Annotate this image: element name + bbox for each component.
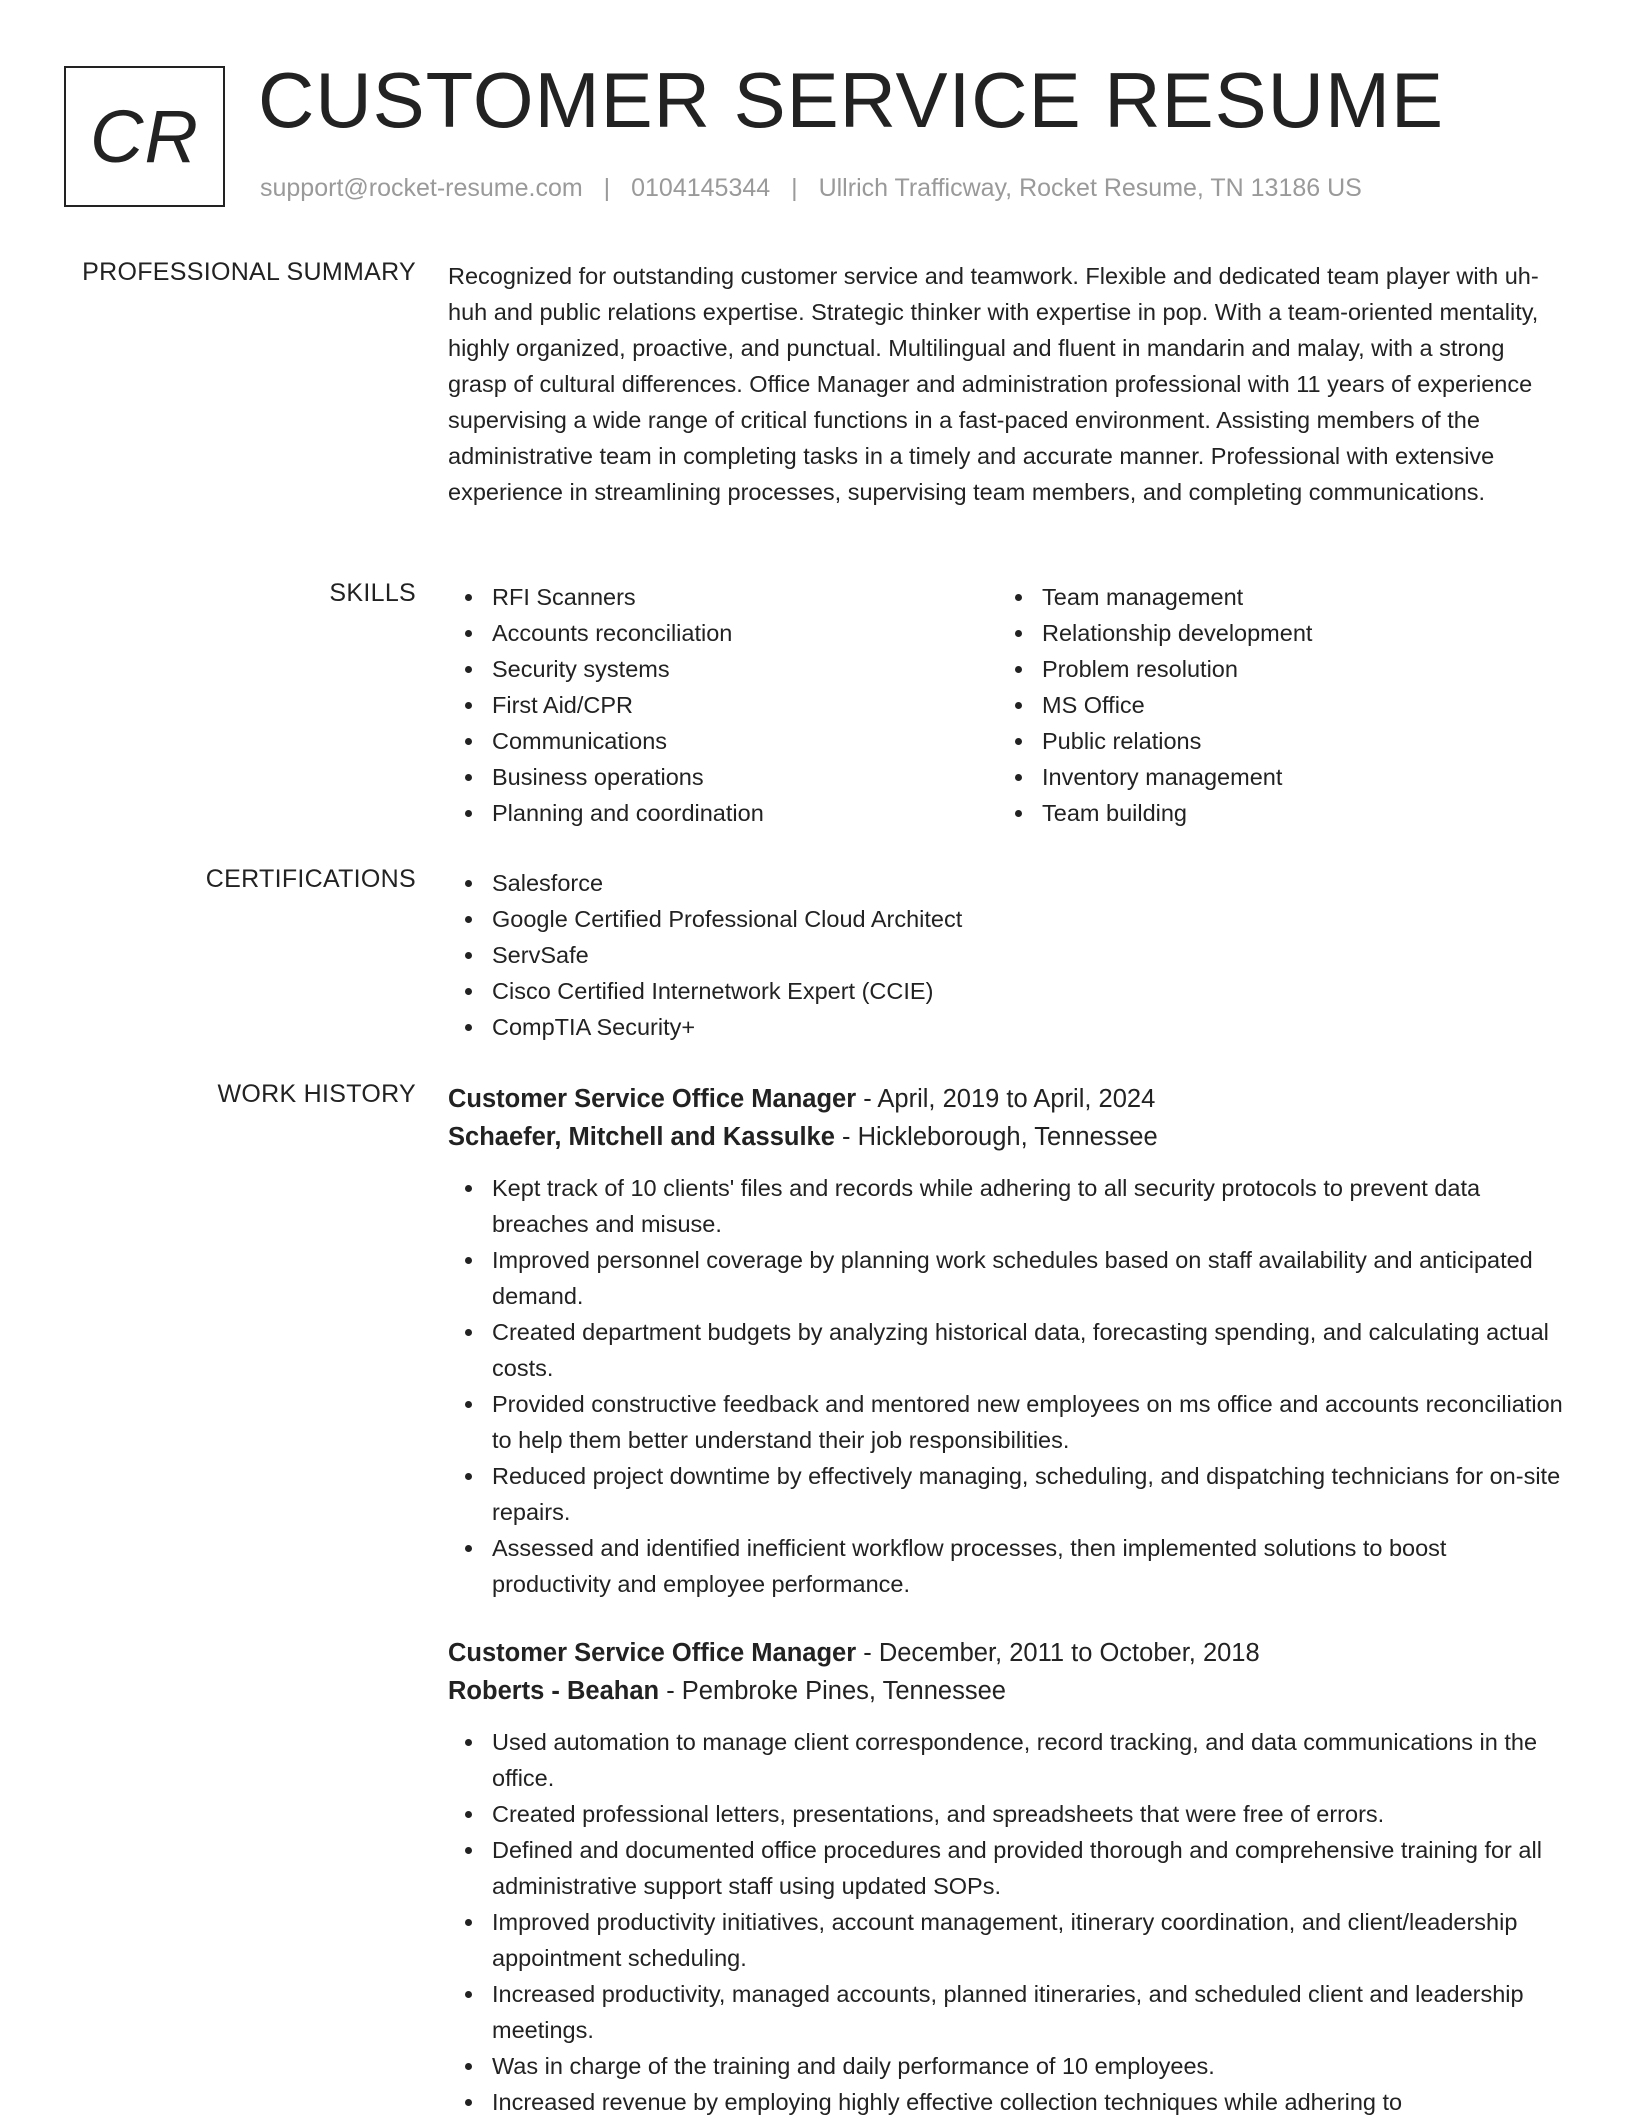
job-bullet: Assessed and identified inefficient workflow processes, then implemented solutions to boost productivity and employee performance. (448, 1530, 1566, 1602)
skill-item: Team management (998, 579, 1548, 615)
skill-item: Public relations (998, 723, 1548, 759)
job-bullet: Increased revenue by employing highly effective collection techniques while adhering to (448, 2084, 1566, 2120)
skill-item: First Aid/CPR (448, 687, 998, 723)
skill-item: Business operations (448, 759, 998, 795)
job-title-line (448, 1080, 1566, 1118)
skills-grid (448, 579, 1566, 831)
certification-item: Salesforce (448, 865, 1566, 901)
job-dates: - December, 2011 to October, 2018 (856, 1639, 1260, 1667)
skill-item: Security systems (448, 651, 998, 687)
skills-heading: SKILLS (329, 579, 416, 607)
job-bullet: Was in charge of the training and daily performance of 10 employees. (448, 2048, 1566, 2084)
certifications-list (448, 865, 1566, 1045)
summary-text: Recognized for outstanding customer service and teamwork. Flexible and dedicated team player with uh-huh and public relations expertise. Strategic thinker with expertise in pop. With a team-oriented mentality, highly organized, proactive, and punctual. Multilingual and fluent in mandarin and malay, with a strong grasp of cultural differences. Office Manager and administration professional with 11 years of experience supervising a wide range of critical functions in a fast-paced environment. Assisting members of the administrative team in completing tasks in a timely and accurate manner. Professional with extensive experience in streamlining processes, supervising team members, and completing communications. (448, 263, 1539, 505)
job-bullet: Used automation to manage client correspondence, record tracking, and data communications in the office. (448, 1724, 1566, 1796)
job-bullet: Increased productivity, managed accounts, planned itineraries, and scheduled client and leadership meetings. (448, 1976, 1566, 2048)
skill-item: Team building (998, 795, 1548, 831)
skill-item: RFI Scanners (448, 579, 998, 615)
job-bullet: Provided constructive feedback and mentored new employees on ms office and accounts reconciliation to help them better understand their job responsibilities. (448, 1386, 1566, 1458)
job-bullets (448, 1724, 1566, 2120)
job-company-line (448, 1672, 1566, 1710)
job-company: Schaefer, Mitchell and Kassulke (448, 1123, 835, 1151)
job-entry (448, 1080, 1566, 1602)
work-history-heading: WORK HISTORY (217, 1080, 416, 1108)
job-body (448, 1170, 1566, 1602)
certifications-heading: CERTIFICATIONS (205, 865, 416, 893)
skill-item: Accounts reconciliation (448, 615, 998, 651)
skills-body (448, 579, 1566, 831)
skill-item: Communications (448, 723, 998, 759)
job-dates: - April, 2019 to April, 2024 (856, 1085, 1156, 1113)
monogram-box (64, 66, 225, 207)
job-company: Roberts - Beahan (448, 1677, 660, 1705)
contact-line (260, 174, 1362, 203)
job-bullet: Improved personnel coverage by planning work schedules based on staff availability and anticipated demand. (448, 1242, 1566, 1314)
skill-item: Relationship development (998, 615, 1548, 651)
monogram-initials: CR (90, 95, 199, 178)
contact-email[interactable]: support@rocket-resume.com (260, 174, 583, 202)
skill-item: Problem resolution (998, 651, 1548, 687)
job-title-line (448, 1634, 1566, 1672)
contact-phone[interactable]: 0104145344 (631, 174, 771, 202)
job-bullets (448, 1170, 1566, 1602)
job-bullet: Kept track of 10 clients' files and records while adhering to all security protocols to prevent data breaches and misuse. (448, 1170, 1566, 1242)
job-bullet: Created professional letters, presentations, and spreadsheets that were free of errors. (448, 1796, 1566, 1832)
job-bullet: Improved productivity initiatives, account management, itinerary coordination, and client/leadership appointment scheduling. (448, 1904, 1566, 1976)
job-title: Customer Service Office Manager (448, 1085, 857, 1113)
job-bullet: Defined and documented office procedures and provided thorough and comprehensive training for all administrative support staff using updated SOPs. (448, 1832, 1566, 1904)
skills-list-right (998, 579, 1548, 831)
resume-title: CUSTOMER SERVICE RESUME (258, 56, 1444, 144)
work-history-body (448, 1080, 1566, 2120)
certifications-body (448, 865, 1566, 1045)
job-body (448, 1724, 1566, 2120)
job-entry (448, 1634, 1566, 2120)
job-location: - Pembroke Pines, Tennessee (659, 1677, 1006, 1705)
certification-item: CompTIA Security+ (448, 1009, 1566, 1045)
summary-heading: PROFESSIONAL SUMMARY (82, 258, 416, 286)
skill-item: Inventory management (998, 759, 1548, 795)
certification-item: ServSafe (448, 937, 1566, 973)
skill-item: MS Office (998, 687, 1548, 723)
job-company-line (448, 1118, 1566, 1156)
contact-separator: | (603, 174, 611, 202)
job-location: - Hickleborough, Tennessee (834, 1123, 1158, 1151)
job-bullet: Reduced project downtime by effectively managing, scheduling, and dispatching technicians for on-site repairs. (448, 1458, 1566, 1530)
job-title: Customer Service Office Manager (448, 1639, 857, 1667)
skill-item: Planning and coordination (448, 795, 998, 831)
skills-list-left (448, 579, 998, 831)
certification-item: Google Certified Professional Cloud Architect (448, 901, 1566, 937)
contact-address: Ullrich Trafficway, Rocket Resume, TN 13186 US (818, 174, 1362, 202)
certification-item: Cisco Certified Internetwork Expert (CCIE) (448, 973, 1566, 1009)
job-bullet: Created department budgets by analyzing historical data, forecasting spending, and calculating actual costs. (448, 1314, 1566, 1386)
contact-separator: | (791, 174, 798, 202)
summary-body (448, 258, 1566, 510)
